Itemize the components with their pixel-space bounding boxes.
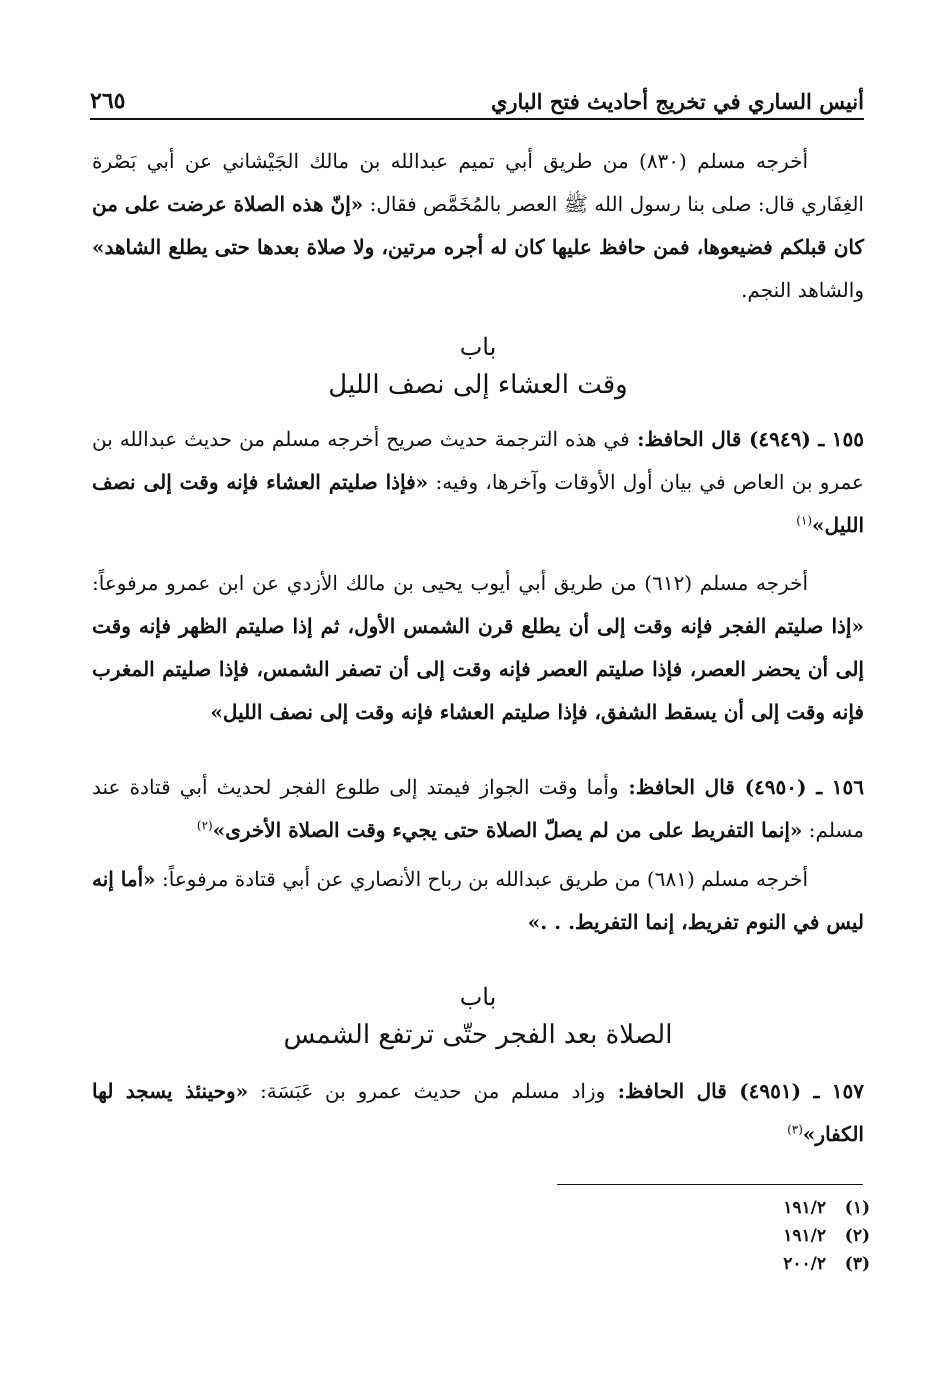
hadith-entry-157 [92, 1070, 864, 1156]
hadith-quote: «إنّ هذه الصلاة عرضت على من كان قبلكم فضيعوها، فمن حافظ عليها كان له أجره مرتين، ولا صلاة بعدها حتى يطلع الشاهد» [92, 192, 864, 259]
hadith-quote: «إذا صليتم الفجر فإنه وقت إلى أن يطلع قرن الشمس الأول، ثم إذا صليتم الظهر فإنه وقت إلى أن يحضر العصر، فإذا صليتم العصر فإنه وقت إلى أن تصفر الشمس، فإذا صليتم المغرب فإنه وقت إلى أن يسقط الشفق، فإذا صليتم العشاء فإنه وقت إلى نصف الليل» [92, 614, 864, 724]
footnote-mark: (١) [844, 1198, 870, 1218]
paragraph-takhrij-830 [92, 140, 864, 312]
chapter-heading-2 [92, 980, 864, 1056]
footnote-ref: (١) [796, 513, 813, 528]
footnote-ref: (٢) [196, 818, 213, 833]
footnote-item [700, 1194, 870, 1222]
chapter-heading-1 [92, 330, 864, 406]
hadith-quote: «إنما التفريط على من لم يصلّ الصلاة حتى يجيء وقت الصلاة الأخرى» [212, 818, 803, 842]
chapter-title: وقت العشاء إلى نصف الليل [328, 370, 628, 400]
entry-number: ١٥٥ ـ (٤٩٤٩) قال الحافظ: [629, 427, 864, 451]
entry-text: في هذه الترجمة حديث صريح أخرجه مسلم من حديث عبدالله بن عمرو بن العاص في بيان أول الأوقات وآخرها، وفيه: [92, 427, 864, 494]
paragraph-text: أخرجه مسلم (٦٨١) من طريق عبدالله بن رباح الأنصاري عن أبي قتادة مرفوعاً: [155, 867, 808, 891]
paragraph-text: أخرجه مسلم (٨٣٠) من طريق أبي تميم عبدالله بن مالك الجَيْشاني عن أبي بَصْرة الغِفَاري قال: صلى بنا رسول الله ﷺ العصر بالمُخَمَّص فقال: [92, 149, 864, 216]
hadith-quote: «وحينئذ يسجد لها الكفار» [92, 1079, 864, 1146]
footnote-divider [557, 1184, 863, 1185]
paragraph-takhrij-612 [92, 562, 864, 734]
footnote-mark: (٢) [844, 1226, 870, 1246]
footnote-mark: (٣) [844, 1254, 870, 1274]
chapter-title: الصلاة بعد الفجر حتّى ترتفع الشمس [283, 1020, 673, 1050]
hadith-quote: «فإذا صليتم العشاء فإنه وقت إلى نصف الليل» [92, 470, 864, 537]
running-header [90, 82, 864, 120]
paragraph-text: أخرجه مسلم (٦١٢) من طريق أبي أيوب يحيى بن مالك الأزدي عن ابن عمرو مرفوعاً: [92, 571, 809, 595]
book-title: أنيس الساري في تخريج أحاديث فتح الباري [490, 89, 864, 114]
hadith-quote: «أما إنه ليس في النوم تفريط، إنما التفريط. . .» [91, 867, 864, 934]
footnote-ref-text: ١٩١/٢ [783, 1198, 826, 1218]
paragraph-text: والشاهد النجم. [741, 278, 864, 302]
footnote-ref-text: ٢٠٠/٢ [783, 1254, 826, 1274]
chapter-label: باب [459, 983, 497, 1011]
entry-text: وزاد مسلم من حديث عمرو بن عَبَسَة: [248, 1079, 606, 1103]
hadith-entry-155 [92, 418, 864, 547]
entry-number: ١٥٦ ـ (٤٩٥٠) قال الحافظ: [618, 775, 865, 799]
footnote-item [700, 1250, 870, 1278]
page-number: ٢٦٥ [90, 88, 126, 114]
entry-number: ١٥٧ ـ (٤٩٥١) قال الحافظ: [605, 1079, 864, 1103]
entry-text: وأما وقت الجواز فيمتد إلى طلوع الفجر لحديث أبي قتادة عند مسلم: [92, 775, 864, 842]
footnote-ref-text: ١٩١/٢ [783, 1226, 826, 1246]
footnote-ref: (٣) [787, 1122, 803, 1137]
chapter-label: باب [459, 333, 497, 361]
hadith-entry-156 [92, 766, 864, 852]
footnotes [700, 1194, 870, 1278]
footnote-item [700, 1222, 870, 1250]
paragraph-takhrij-681 [92, 858, 864, 944]
